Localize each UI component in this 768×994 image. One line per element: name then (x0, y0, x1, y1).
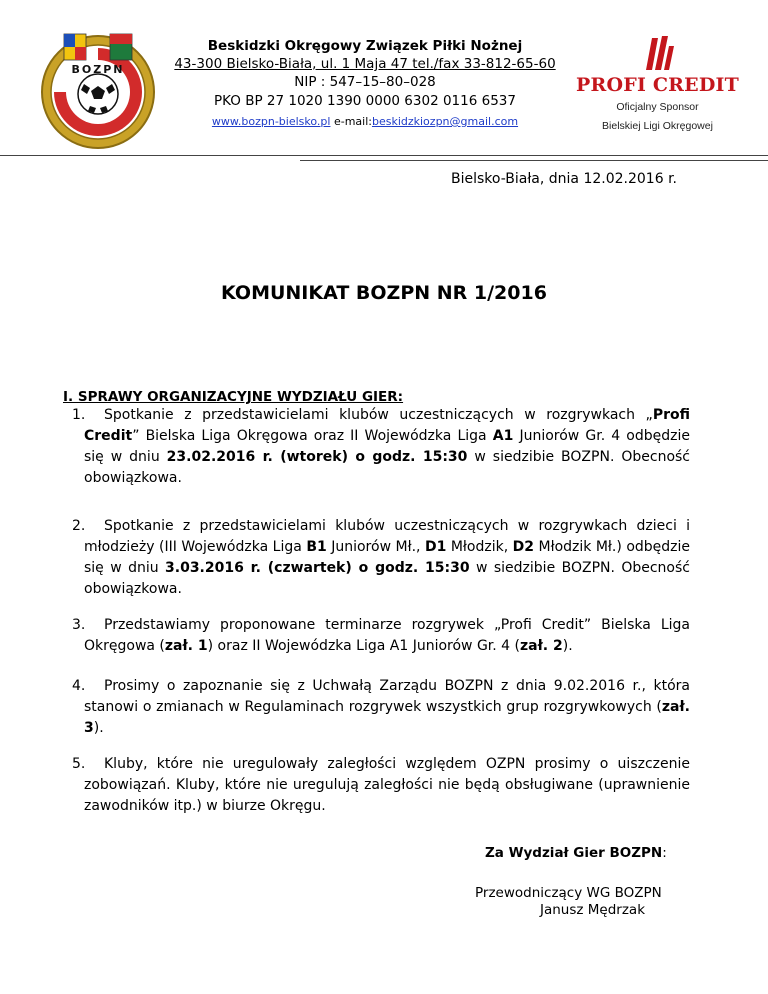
section-heading: I. SPRAWY ORGANIZACYJNE WYDZIAŁU GIER: (63, 389, 404, 405)
header-divider-secondary (300, 160, 768, 161)
item-number: 3. (72, 617, 86, 633)
association-name: Beskidzki Okręgowy Związek Piłki Nożnej (207, 38, 523, 54)
bozpn-logo (38, 28, 158, 150)
profi-credit-mark-icon (638, 34, 678, 72)
item-number: 1. (72, 407, 86, 423)
item-number: 4. (72, 678, 86, 694)
list-item-5: 5. Kluby, które nie uregulowały zaległości względem OZPN prosimy o uiszczenie zobowiązań. Kluby, które nie uregulują zaległości nie będą obsługiwane (uprawnienie zawodników itp.) w biurze Okręgu. (72, 756, 690, 814)
list-item-1: 1. Spotkanie z przedstawicielami klubów uczestniczących w rozgrywkach „Profi Credit” Bielska Liga Okręgowa oraz II Wojewódzka Liga A1 Juniorów Gr. 4 odbędzie się w dniu 23.02.2016 r. (wtorek) o godz. 15:30 w siedzibie BOZPN. Obecność obowiązkowa. (72, 407, 690, 486)
signature-title: Za Wydział Gier BOZPN: (485, 845, 667, 861)
signature-role: Przewodniczący WG BOZPN (475, 885, 662, 901)
association-nip: NIP : 547–15–80–028 (294, 74, 436, 90)
email-link[interactable]: beskidzkiozpn@gmail.com (371, 115, 519, 128)
header-divider (0, 155, 768, 156)
list-item-3: 3. Przedstawiamy proponowane terminarze rozgrywek „Profi Credit” Bielska Liga Okręgowa (zał. 1) oraz II Wojewódzka Liga A1 Juniorów Gr. 4 (zał. 2). (72, 617, 690, 654)
list-item-4: 4. Prosimy o zapoznanie się z Uchwałą Zarządu BOZPN z dnia 9.02.2016 r., która stanowi o zmianach w Regulaminach rozgrywek wszystkich grup rozgrywkowych (zał. 3). (72, 678, 690, 736)
signature-name: Janusz Mędrzak (540, 902, 646, 918)
association-bank-account: PKO BP 27 1020 1390 0000 6302 0116 6537 (214, 93, 516, 109)
email-label: e-mail: (333, 115, 372, 128)
list-item-2: 2. Spotkanie z przedstawicielami klubów uczestniczących w rozgrywkach dzieci i młodzieży (III Wojewódzka Liga B1 Juniorów Mł., D1 Młodzik, D2 Młodzik Mł.) odbędzie się w dniu 3.03.2016 r. (czwartek) o godz. 15:30 w siedzibie BOZPN. Obecność obowiązkowa. (72, 518, 691, 597)
sponsor-block (570, 34, 745, 134)
logo-text: BOZPN (71, 63, 125, 76)
sponsor-caption-1: Oficjalny Sponsor (616, 101, 699, 113)
contact-line (150, 113, 580, 130)
sponsor-name: PROFI CREDIT (576, 74, 739, 96)
website-link[interactable]: www.bozpn-bielsko.pl (211, 115, 331, 128)
document-title: KOMUNIKAT BOZPN NR 1/2016 (221, 282, 547, 304)
sponsor-caption-2: Bielskiej Ligi Okręgowej (602, 120, 713, 132)
association-address: 43-300 Bielsko-Biała, ul. 1 Maja 47 tel./fax 33-812-65-60 (174, 56, 556, 72)
item-number: 5. (72, 756, 86, 772)
document-date: Bielsko-Biała, dnia 12.02.2016 r. (450, 171, 677, 187)
item-number: 2. (72, 518, 86, 534)
